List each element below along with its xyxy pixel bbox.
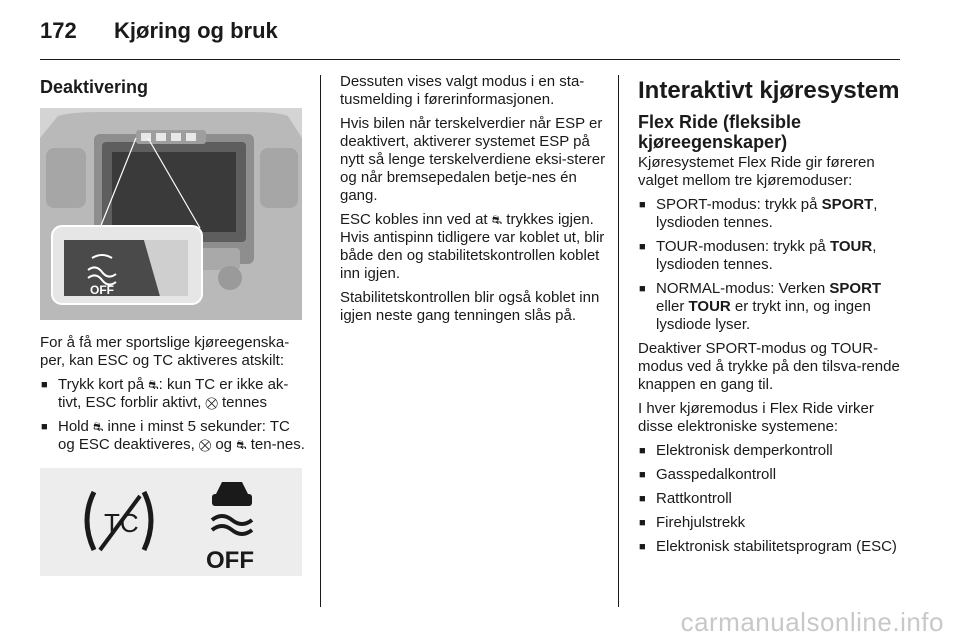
list-item: ■ Elektronisk stabilitetsprogram (ESC) [638, 538, 900, 556]
list-item: ■ Gasspedalkontroll [638, 466, 900, 484]
list-item: ■ Elektronisk demperkontroll [638, 442, 900, 460]
page-number: 172 [40, 18, 77, 43]
column-divider-2 [618, 75, 619, 607]
section-heading-deaktivering: Deaktivering [40, 77, 149, 97]
paragraph: Hvis bilen når terskelverdier når ESP er deaktivert, aktiverer systemet ESP på nytt så lenge terskelverdiene eksi-sterer og når bremsepedalen betje-nes én gang. [340, 115, 606, 204]
watermark: carmanualsonline.info [680, 607, 944, 637]
list-item: ■ TOUR-modusen: trykk på TOUR, lysdioden tennes. [638, 238, 900, 274]
tc-label: TC [104, 508, 139, 538]
list-item: ■ Rattkontroll [638, 490, 900, 508]
column-3 [638, 73, 900, 562]
bullet-list-esc [40, 376, 306, 454]
paragraph: Dessuten vises valgt modus i en sta-tusmelding i førerinformasjonen. [340, 73, 585, 108]
bullet-list-modes [638, 196, 900, 334]
esc-button-icon: ⛐ [93, 420, 104, 434]
paragraph: Stabilitetskontrollen blir også koblet inn igjen neste gang tenningen slås på. [340, 289, 600, 324]
paragraph: I hver kjøremodus i Flex Ride virker disse elektroniske systemene: [638, 400, 874, 435]
list-item: ■ Firehjulstrekk [638, 514, 900, 532]
esc-button-icon: ⛐ [148, 378, 159, 392]
tc-off-icon: ⛒ [198, 438, 212, 452]
page-header [40, 18, 900, 48]
off-label: OFF [206, 547, 254, 574]
list-item: ■ NORMAL-modus: Verken SPORT eller TOUR er trykt inn, og ingen lysdiode lyser. [638, 280, 900, 334]
paragraph: Deaktiver SPORT-modus og TOUR-modus ved å trykke på den tilsva-rende knappen en gang til. [638, 340, 900, 393]
tc-off-icon: ⛒ [205, 396, 218, 410]
warning-lights-illustration [40, 468, 302, 576]
section-heading-interaktivt: Interaktivt kjøresystem [638, 77, 900, 104]
paragraph: ESC kobles inn ved at ⛐ trykkes igjen. Hvis antispinn tidligere var koblet ut, blir både den og stabilitetskontrollen koblet inn igjen. [340, 211, 605, 282]
bullet-list-systems [638, 442, 900, 556]
paragraph: For å få mer sportslige kjøreegenska-per, kan ESC og TC aktiveres atskilt: [40, 334, 290, 369]
column-1 [40, 73, 306, 576]
column-divider-1 [320, 75, 321, 607]
list-item: ■ Hold ⛐ inne i minst 5 sekunder: TC og ESC deaktiveres, ⛒ og ⛐ ten-nes. [40, 418, 306, 454]
column-2 [340, 73, 606, 331]
dashboard-illustration [40, 108, 302, 320]
esc-off-icon: ⛐ [236, 438, 247, 452]
esc-button-icon: ⛐ [491, 213, 503, 227]
list-item: ■ SPORT-modus: trykk på SPORT, lysdioden tennes. [638, 196, 900, 232]
header-rule [40, 59, 900, 60]
subheading-flex-ride: Flex Ride (fleksible kjøreegenskaper) [638, 112, 802, 152]
off-label-small: OFF [90, 283, 114, 297]
list-item: ■ Trykk kort på ⛐: kun TC er ikke ak-tivt, ESC forblir aktivt, ⛒ tennes [40, 376, 306, 412]
paragraph: Kjøresystemet Flex Ride gir føreren valget mellom tre kjøremoduser: [638, 154, 875, 189]
running-title: Kjøring og bruk [114, 18, 278, 43]
